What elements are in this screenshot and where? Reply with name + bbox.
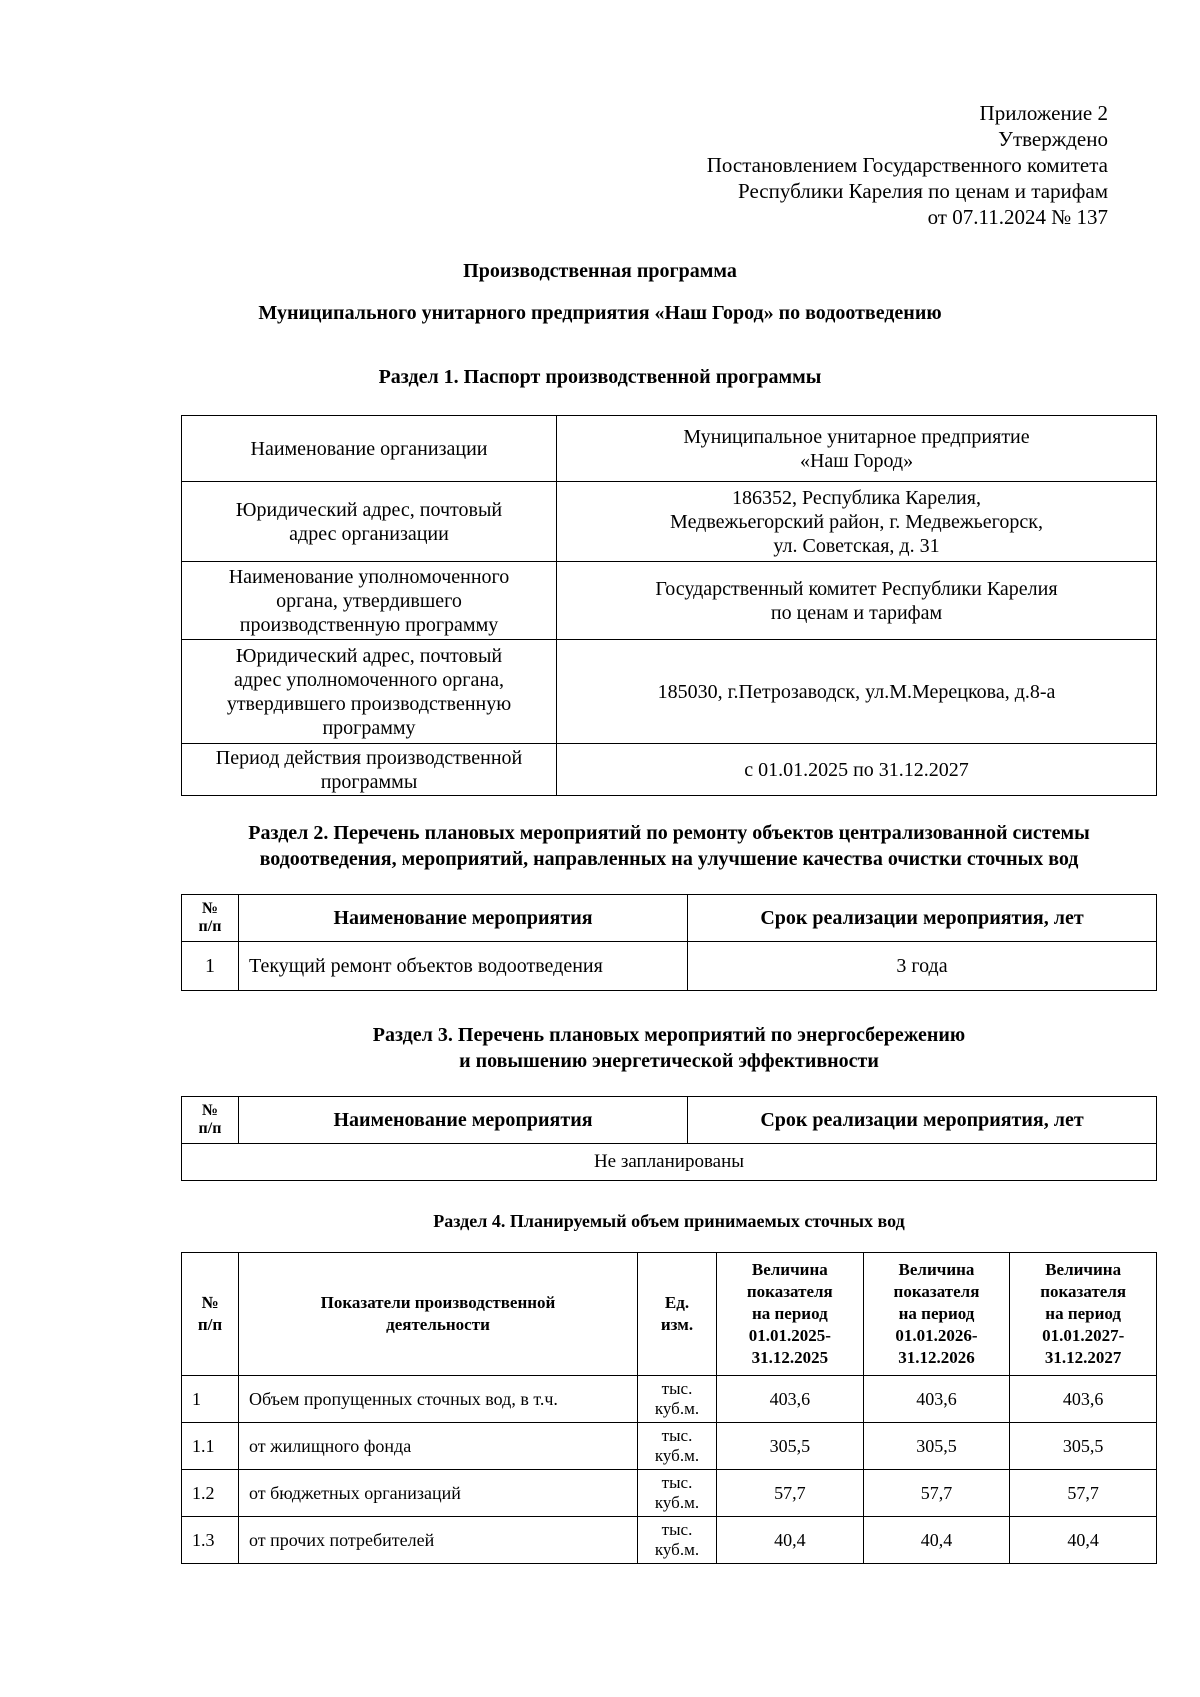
table-cell-value: 403,6 — [1010, 1376, 1157, 1423]
table-cell-value: 305,5 — [1010, 1423, 1157, 1470]
table-cell-value: 403,6 — [863, 1376, 1010, 1423]
table-row — [182, 562, 1157, 640]
table-header-row — [182, 1253, 1157, 1376]
table-header-row — [182, 1097, 1157, 1144]
document-subtitle: Муниципального унитарного предприятия «Наш Город» по водоотведению — [258, 302, 942, 324]
column-header-unit: Ед. изм. — [638, 1253, 717, 1376]
approval-line: от 07.11.2024 № 137 — [927, 205, 1108, 229]
section2-heading — [181, 820, 1157, 872]
column-header-number: № п/п — [182, 895, 239, 942]
repair-events-table — [181, 894, 1157, 991]
table-row — [182, 1144, 1157, 1181]
table-row — [182, 416, 1157, 482]
table-cell-indicator: от прочих потребителей — [239, 1517, 638, 1564]
table-cell-value: 57,7 — [1010, 1470, 1157, 1517]
approval-line: Республики Карелия по ценам и тарифам — [738, 179, 1108, 203]
column-header-event-name: Наименование мероприятия — [239, 1097, 688, 1144]
table-cell-label: Юридический адрес, почтовый адрес уполномоченного органа, утвердившего производственную программу — [182, 640, 557, 744]
table-cell-unit: тыс. куб.м. — [638, 1376, 717, 1423]
table-row — [182, 482, 1157, 562]
table-cell-indicator: от бюджетных организаций — [239, 1470, 638, 1517]
section3-heading-line: и повышению энергетической эффективности — [459, 1050, 879, 1072]
table-cell-number: 1 — [182, 1376, 239, 1423]
table-cell-number: 1.1 — [182, 1423, 239, 1470]
approval-line: Постановлением Государственного комитета — [706, 153, 1108, 177]
table-cell-term: 3 года — [688, 942, 1157, 991]
table-cell-number: 1 — [182, 942, 239, 991]
section2-heading-line: Раздел 2. Перечень плановых мероприятий по ремонту объектов централизованной системы — [248, 822, 1090, 844]
table-cell-value: 40,4 — [863, 1517, 1010, 1564]
table-cell-label: Юридический адрес, почтовый адрес организации — [182, 482, 557, 562]
section2-heading-line: водоотведения, мероприятий, направленных на улучшение качества очистки сточных вод — [259, 848, 1079, 870]
table-cell-unit: тыс. куб.м. — [638, 1470, 717, 1517]
table-cell-value: 186352, Республика Карелия, Медвежьегорский район, г. Медвежьегорск, ул. Советская, д. 31 — [557, 482, 1157, 562]
table-cell-value: 40,4 — [1010, 1517, 1157, 1564]
table-cell-value: Государственный комитет Республики Карелия по ценам и тарифам — [557, 562, 1157, 640]
column-header-term: Срок реализации мероприятия, лет — [688, 1097, 1157, 1144]
table-cell-value: с 01.01.2025 по 31.12.2027 — [557, 744, 1157, 796]
energy-events-table — [181, 1096, 1157, 1181]
table-cell-value: 305,5 — [717, 1423, 864, 1470]
table-row — [182, 744, 1157, 796]
column-header-number: № п/п — [182, 1253, 239, 1376]
table-cell-value: 40,4 — [717, 1517, 864, 1564]
passport-table — [181, 415, 1157, 796]
column-header-indicator: Показатели производственной деятельности — [239, 1253, 638, 1376]
column-header-number: № п/п — [182, 1097, 239, 1144]
table-cell-value: 57,7 — [717, 1470, 864, 1517]
table-cell-unit: тыс. куб.м. — [638, 1517, 717, 1564]
section1-heading: Раздел 1. Паспорт производственной программы — [378, 366, 822, 388]
section4-heading: Раздел 4. Планируемый объем принимаемых сточных вод — [433, 1211, 905, 1231]
document-title: Производственная программа — [463, 260, 737, 282]
table-row — [182, 1517, 1157, 1564]
approval-block — [548, 100, 1108, 230]
table-row — [182, 1376, 1157, 1423]
table-row — [182, 942, 1157, 991]
section3-heading — [181, 1022, 1157, 1074]
approval-line: Утверждено — [998, 127, 1108, 151]
table-cell-value: Муниципальное унитарное предприятие «Наш Город» — [557, 416, 1157, 482]
table-cell-value: 403,6 — [717, 1376, 864, 1423]
table-cell-indicator: Объем пропущенных сточных вод, в т.ч. — [239, 1376, 638, 1423]
table-cell-unit: тыс. куб.м. — [638, 1423, 717, 1470]
table-cell-label: Период действия производственной программы — [182, 744, 557, 796]
table-cell-number: 1.3 — [182, 1517, 239, 1564]
column-header-period-2025: Величина показателя на период 01.01.2025- 31.12.2025 — [717, 1253, 864, 1376]
column-header-event-name: Наименование мероприятия — [239, 895, 688, 942]
table-cell-value: 57,7 — [863, 1470, 1010, 1517]
table-cell-number: 1.2 — [182, 1470, 239, 1517]
table-cell-value: 185030, г.Петрозаводск, ул.М.Мерецкова, д.8-а — [557, 640, 1157, 744]
approval-line: Приложение 2 — [979, 101, 1108, 125]
table-header-row — [182, 895, 1157, 942]
table-cell-indicator: от жилищного фонда — [239, 1423, 638, 1470]
table-row — [182, 640, 1157, 744]
table-cell-label: Наименование уполномоченного органа, утвердившего производственную программу — [182, 562, 557, 640]
column-header-term: Срок реализации мероприятия, лет — [688, 895, 1157, 942]
section3-heading-line: Раздел 3. Перечень плановых мероприятий по энергосбережению — [372, 1024, 966, 1046]
table-cell-event-name: Текущий ремонт объектов водоотведения — [239, 942, 688, 991]
column-header-period-2027: Величина показателя на период 01.01.2027- 31.12.2027 — [1010, 1253, 1157, 1376]
table-cell-value: 305,5 — [863, 1423, 1010, 1470]
table-cell-empty: Не запланированы — [182, 1144, 1157, 1181]
table-cell-label: Наименование организации — [182, 416, 557, 482]
table-row — [182, 1470, 1157, 1517]
wastewater-volume-table — [181, 1252, 1157, 1564]
column-header-period-2026: Величина показателя на период 01.01.2026- 31.12.2026 — [863, 1253, 1010, 1376]
table-row — [182, 1423, 1157, 1470]
